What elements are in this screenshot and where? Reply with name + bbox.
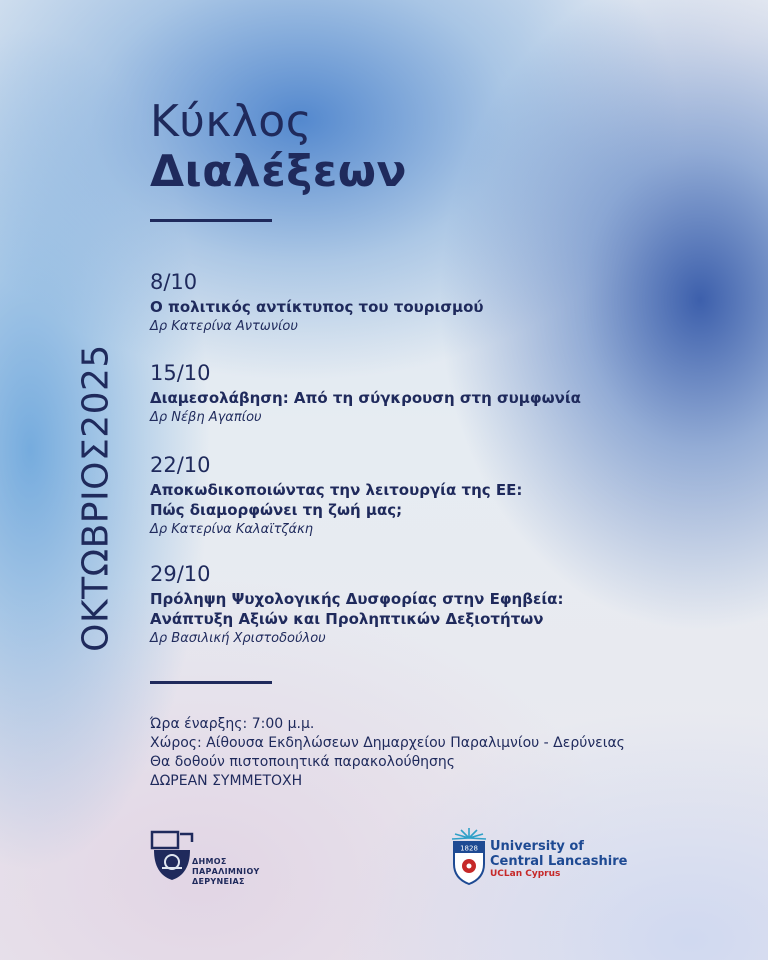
divider-bottom [150, 681, 272, 684]
university-name-line-2: Central Lancashire [490, 854, 628, 869]
university-name-line-1: University of [490, 839, 584, 854]
uclan-logo [450, 826, 630, 886]
lecture-date: 8/10 [150, 270, 198, 294]
uclan-cyprus-label: UCLan Cyprus [490, 869, 561, 879]
lecture-title-line-2: Ανάπτυξη Αξιών και Προληπτικών Δεξιοτήτων [150, 610, 544, 628]
venue: Χώρος: Αίθουσα Εκδηλώσεων Δημαρχείου Παραλιμνίου - Δερύνειας [150, 735, 625, 751]
crest-year: 1828 [460, 844, 478, 853]
municipality-logo [150, 830, 260, 886]
lecture-date: 22/10 [150, 453, 211, 477]
lecture-item [150, 453, 522, 539]
lecture-title-line-2: Πώς διαμορφώνει τη ζωή μας; [150, 501, 403, 519]
lecture-speaker: Δρ Κατερίνα Αντωνίου [150, 319, 298, 334]
divider-top [150, 219, 272, 222]
title-line-2: Διαλέξεων [150, 146, 407, 197]
title-line-1: Κύκλος [150, 96, 313, 147]
month-year-text: ΟΚΤΩΒΡΙΟΣ2025 [75, 344, 117, 652]
lecture-item [150, 361, 581, 427]
municipality-name-line-1: ΔΗΜΟΣ [192, 857, 227, 866]
vertical-month-label [70, 344, 122, 652]
lecture-title: Διαμεσολάβηση: Από τη σύγκρουση στη συμφωνία [150, 389, 581, 407]
municipality-name-line-2: ΠΑΡΑΛΙΜΝΙΟΥ [192, 867, 260, 876]
start-time: Ώρα έναρξης: 7:00 μ.μ. [150, 716, 315, 732]
certificates-note: Θα δοθούν πιστοποιητικά παρακολούθησης [150, 754, 456, 770]
lecture-item [150, 270, 484, 336]
municipality-name-line-3: ΔΕΡΥΝΕΙΑΣ [192, 877, 245, 886]
uclan-crest-icon [450, 826, 488, 886]
lecture-speaker: Δρ Βασιλική Χριστοδούλου [150, 631, 326, 646]
lecture-date: 29/10 [150, 562, 211, 586]
lecture-title-line-1: Αποκωδικοποιώντας την λειτουργία της ΕΕ: [150, 481, 523, 499]
lecture-date: 15/10 [150, 361, 211, 385]
lecture-speaker: Δρ Κατερίνα Καλαϊτζάκη [150, 522, 313, 537]
event-info [150, 715, 625, 791]
lecture-speaker: Δρ Νέβη Αγαπίου [150, 410, 262, 425]
municipality-name [192, 857, 260, 887]
free-participation: ΔΩΡΕΑΝ ΣΥΜΜΕΤΟΧΗ [150, 773, 303, 789]
municipality-emblem-icon [150, 830, 194, 882]
lecture-item [150, 562, 563, 648]
lecture-title: Ο πολιτικός αντίκτυπος του τουρισμού [150, 298, 484, 316]
lecture-title-line-1: Πρόληψη Ψυχολογικής Δυσφορίας στην Εφηβεία: [150, 590, 564, 608]
